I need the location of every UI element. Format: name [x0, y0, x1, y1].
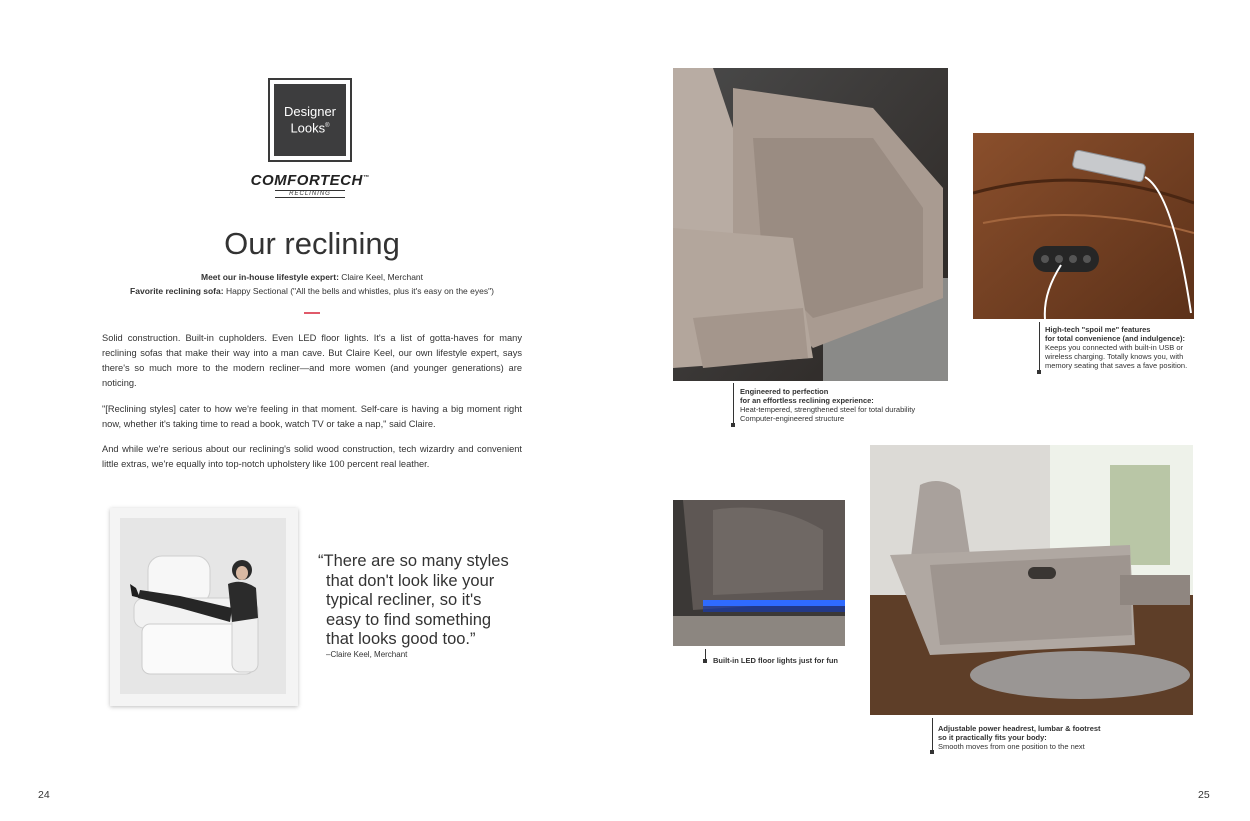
caption-adjustable: Adjustable power headrest, lumbar & footrest so it practically fits your body: Smooth moves from one position to the next: [938, 724, 1101, 751]
quote-line: typical recliner, so it's: [326, 591, 482, 609]
body-paragraph-1: Solid construction. Built-in cupholders. Even LED floor lights. It's a list of gotta-haves for many reclining sofas that make their way into a man cave. But Claire Keel, our own lifestyle expert, says there's so much more to the modern recliner—and more women (and younger generations) are noticing.: [102, 333, 522, 388]
comfortech-logo: COMFORTECH™ RECLINING: [250, 172, 370, 197]
caption-bullet: [703, 659, 707, 663]
caption-leader-line: [932, 718, 933, 752]
caption-leader-line: [1039, 322, 1040, 372]
quote-attribution: –Claire Keel, Merchant: [326, 650, 408, 659]
caption-engineered: Engineered to perfection for an effortless reclining experience: Heat-tempered, strengthened steel for total durability Computer-engineered structure: [740, 387, 916, 423]
led-floor-lights-image: [673, 500, 845, 646]
quote-line: that looks good too.”: [326, 630, 476, 648]
caption-hightech: High-tech "spoil me" features for total convenience (and indulgence): Keeps you connected with built-in USB or wireless charging. Totally knows you, with memory seating that saves a fave position.: [1045, 325, 1188, 370]
designer-looks-logo: [268, 78, 352, 162]
caption-led: Built-in LED floor lights just for fun: [713, 656, 838, 665]
claire-photo: [120, 518, 286, 694]
favorite-sofa-line: Favorite reclining sofa: Happy Sectional ("All the bells and whistles, plus it's easy on the eyes"): [130, 286, 494, 296]
logo-line2: Looks®: [290, 120, 330, 136]
claire-photo-frame: [110, 508, 298, 706]
page-title: Our reclining: [224, 226, 400, 261]
quote-line: easy to find something: [326, 610, 492, 629]
recliner-closeup-image: [673, 68, 948, 381]
body-paragraph-3: And while we're serious about our reclining's solid wood construction, tech wizardry and convenient little extras, we're equally into top-notch upholstery like 100 percent real leather.: [102, 444, 522, 469]
brand-name: COMFORTECH: [250, 172, 363, 189]
page-number-right: 25: [1198, 789, 1210, 801]
quote-line: “There are so many styles: [318, 552, 509, 570]
caption-bullet: [930, 750, 934, 754]
leather-usb-charging-image: [973, 133, 1194, 319]
expert-line: Meet our in-house lifestyle expert: Claire Keel, Merchant: [200, 272, 424, 282]
brand-sub: RECLINING: [275, 190, 345, 198]
pull-quote: [318, 552, 538, 650]
body-paragraph-2: "[Reclining styles] cater to how we're feeling in that moment. Self-care is having a big moment right now, whether it's taking time to read a book, watch TV or take a nap," said Claire.: [102, 404, 522, 429]
page-number-left: 24: [38, 789, 50, 801]
quote-line: that don't look like your: [326, 571, 495, 590]
caption-bullet: [731, 423, 735, 427]
power-recliner-sofa-image: [870, 445, 1193, 715]
caption-leader-line: [733, 383, 734, 425]
caption-bullet: [1037, 370, 1041, 374]
logo-line1: Designer: [283, 104, 337, 120]
accent-divider: [304, 312, 320, 314]
